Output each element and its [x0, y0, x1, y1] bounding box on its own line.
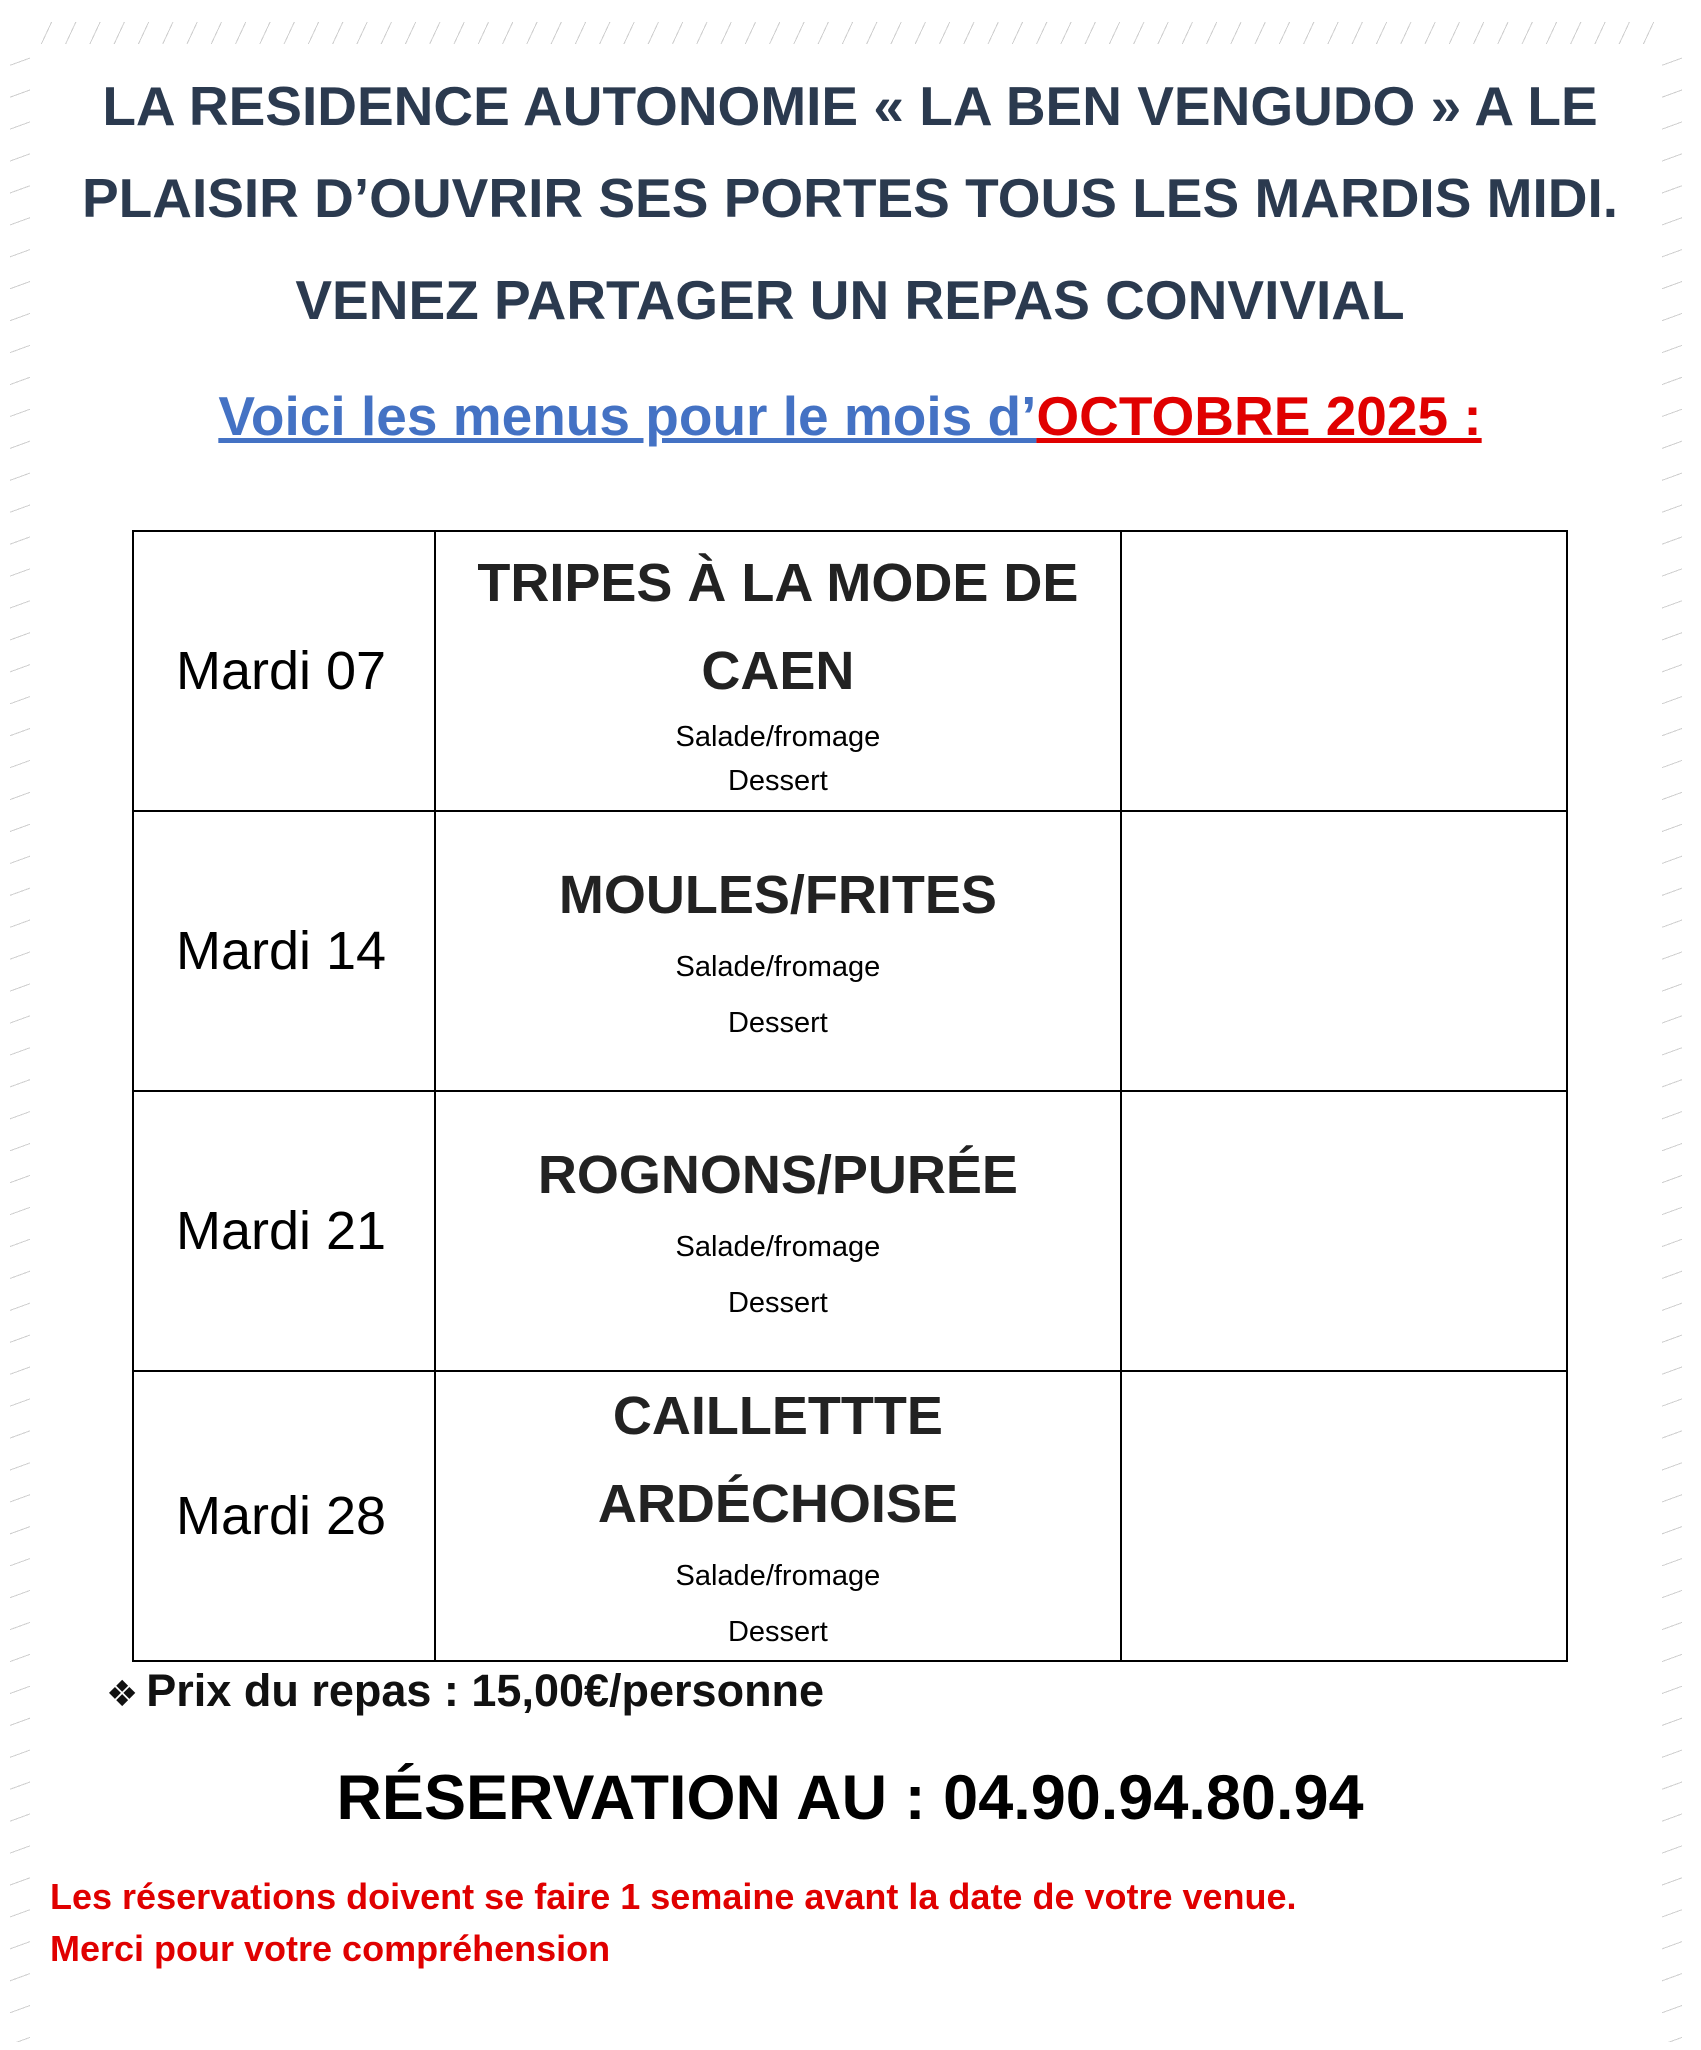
dish-name: CAILLETTTE [612, 1386, 943, 1446]
title-line-3: VENEZ PARTAGER UN REPAS CONVIVIAL [295, 269, 1405, 331]
price-text: Prix du repas : 15,00€/personne [146, 1665, 825, 1716]
menu-date: Mardi 14 [133, 811, 435, 1091]
price-line [106, 1665, 824, 1717]
side-salade: Salade/fromage [675, 951, 881, 983]
reservation-note: Les réservations doivent se faire 1 semaine avant la date de votre venue. [50, 1876, 1297, 1917]
dish-photo-cell [1121, 1091, 1567, 1371]
menu-dish [435, 531, 1121, 811]
menu-dish [435, 1091, 1121, 1371]
page-title [60, 60, 1640, 244]
menu-subtitle [60, 370, 1640, 462]
menu-date: Mardi 21 [133, 1091, 435, 1371]
title-line-2: PLAISIR D’OUVRIR SES PORTES TOUS LES MARDIS MIDI. [81, 167, 1619, 229]
dish-name: MOULES/FRITES [558, 865, 997, 925]
table-row [133, 811, 1567, 1091]
menu-dish [435, 1371, 1121, 1661]
subtitle-month: OCTOBRE 2025 : [1036, 385, 1482, 447]
dish-photo-cell [1121, 1371, 1567, 1661]
dish-name: ROGNONS/PURÉE [537, 1145, 1018, 1205]
side-salade: Salade/fromage [675, 1560, 881, 1592]
side-dessert: Dessert [727, 1616, 828, 1648]
decorative-border-right [1662, 52, 1682, 2042]
subtitle-intro: Voici les menus pour le mois d’ [218, 385, 1037, 447]
side-dessert: Dessert [727, 1287, 828, 1319]
decorative-border-left [10, 52, 30, 2042]
table-row [133, 1091, 1567, 1371]
dish-name-cont: CAEN [701, 641, 855, 701]
side-dessert: Dessert [727, 765, 828, 797]
thanks-note: Merci pour votre compréhension [50, 1928, 611, 1969]
dish-photo-cell [1121, 811, 1567, 1091]
dish-photo-cell [1121, 531, 1567, 811]
side-salade: Salade/fromage [675, 721, 881, 753]
menu-date: Mardi 28 [133, 1371, 435, 1661]
menu-table [132, 530, 1568, 1662]
title-line-1: LA RESIDENCE AUTONOMIE « LA BEN VENGUDO » A LE [102, 75, 1598, 137]
dish-name-cont: ARDÉCHOISE [597, 1474, 958, 1534]
table-row [133, 1371, 1567, 1661]
side-dessert: Dessert [727, 1007, 828, 1039]
menu-dish [435, 811, 1121, 1091]
reservation-phone: RÉSERVATION AU : 04.90.94.80.94 [336, 1763, 1364, 1833]
menu-date: Mardi 07 [133, 531, 435, 811]
decorative-border-top [40, 22, 1665, 44]
side-salade: Salade/fromage [675, 1231, 881, 1263]
diamond-bullet-icon: ❖ [106, 1673, 139, 1714]
dish-name: TRIPES À LA MODE DE [477, 553, 1079, 613]
table-row [133, 531, 1567, 811]
